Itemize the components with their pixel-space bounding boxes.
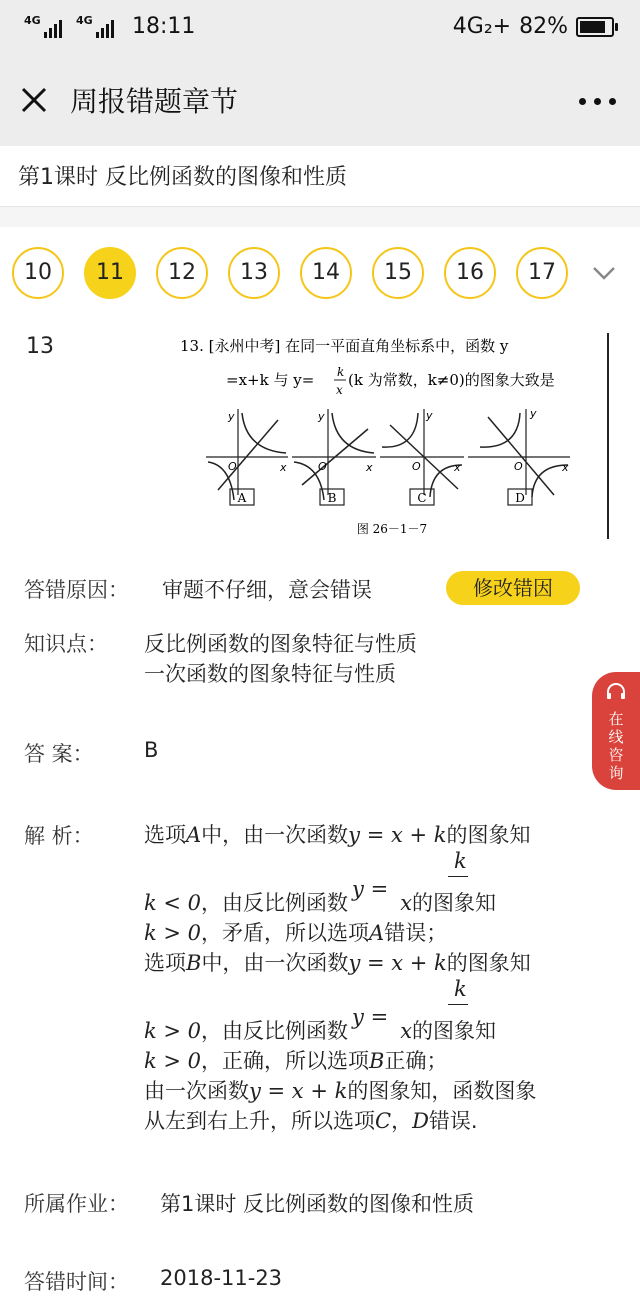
svg-text:O: O xyxy=(228,460,237,473)
analysis-label: 解 析： xyxy=(24,824,94,848)
analysis-text: ，由反比例函数 xyxy=(201,1019,349,1043)
clock: 18:11 xyxy=(132,14,196,39)
option-graph-d xyxy=(468,407,570,497)
svg-text:O: O xyxy=(318,460,327,473)
question-tab[interactable]: 17 xyxy=(516,247,568,299)
analysis-text: 由一次函数 xyxy=(144,1079,249,1103)
question-frac-den: x xyxy=(336,383,343,397)
figure-caption: 图 26－1－7 xyxy=(356,522,428,536)
question-text-line1: 13. [永州中考] 在同一平面直角坐标系中，函数 y xyxy=(180,337,509,355)
question-image xyxy=(168,325,616,545)
analysis-text: 的图象知 xyxy=(446,951,531,975)
option-label-d: D xyxy=(515,491,525,505)
sim1-label: 4G xyxy=(24,13,41,27)
question-number: 13 xyxy=(26,334,54,359)
svg-text:x: x xyxy=(454,461,461,474)
svg-text:y: y xyxy=(318,410,325,423)
analysis-math: B xyxy=(369,1049,385,1073)
edit-error-reason-button[interactable]: 修改错因 xyxy=(446,571,580,605)
analysis-text: 的图象知 xyxy=(412,891,497,915)
svg-text:y: y xyxy=(228,410,235,423)
option-graph-c xyxy=(380,409,464,497)
homework-value: 第1课时 反比例函数的图像和性质 xyxy=(160,1192,475,1216)
analysis-text: 选项 xyxy=(144,823,186,847)
analysis-frac2-den: x xyxy=(400,1019,413,1043)
online-consult-button[interactable] xyxy=(592,672,640,790)
headset-icon xyxy=(604,680,628,704)
knowledge-label: 知识点： xyxy=(24,632,108,656)
analysis-text: 错误； xyxy=(384,921,448,945)
svg-text:O: O xyxy=(412,460,421,473)
analysis-frac1-den: x xyxy=(400,891,413,915)
network-indicator: 4G₂+ xyxy=(452,14,512,39)
question-tab[interactable]: 12 xyxy=(156,247,208,299)
question-tab[interactable]: 10 xyxy=(12,247,64,299)
analysis-math: k > 0 xyxy=(144,921,202,945)
question-tab[interactable]: 15 xyxy=(372,247,424,299)
analysis-math: k > 0 xyxy=(144,1019,202,1043)
homework-label: 所属作业： xyxy=(24,1192,129,1216)
analysis-math: y = x + k xyxy=(348,951,447,975)
more-menu-icon[interactable] xyxy=(579,98,616,105)
answer-value: B xyxy=(144,738,159,762)
battery-icon xyxy=(576,17,614,37)
divider xyxy=(0,207,640,227)
analysis-math: A xyxy=(186,823,202,847)
analysis-math: y = x + k xyxy=(249,1079,348,1103)
nav-bar xyxy=(0,56,640,146)
close-icon[interactable] xyxy=(18,84,50,116)
question-tab[interactable]: 16 xyxy=(444,247,496,299)
analysis-text: 错误. xyxy=(428,1109,478,1133)
chapter-title: 第1课时 反比例函数的图像和性质 xyxy=(18,165,347,190)
analysis-text: 选项 xyxy=(144,951,186,975)
analysis-text: ， xyxy=(391,1109,413,1133)
analysis-text: 的图象知 xyxy=(412,1019,497,1043)
question-navigator xyxy=(0,227,640,319)
analysis-math: k < 0 xyxy=(144,891,202,915)
analysis-math: C xyxy=(375,1109,392,1133)
fraction-bar xyxy=(448,1004,468,1005)
analysis-text: 的图象知，函数图象 xyxy=(347,1079,537,1103)
page-title: 周报错题章节 xyxy=(70,85,239,118)
question-text-line2-suffix: (k 为常数，k≠0)的图象大致是 xyxy=(348,371,555,389)
analysis-text: 中，由一次函数 xyxy=(201,823,349,847)
status-bar xyxy=(0,0,640,56)
svg-text:O: O xyxy=(514,460,523,473)
knowledge-item: 一次函数的图象特征与性质 xyxy=(144,662,396,686)
analysis-text: ，正确，所以选项 xyxy=(201,1049,370,1073)
analysis-text: 的图象知 xyxy=(446,823,531,847)
question-tab[interactable]: 14 xyxy=(300,247,352,299)
analysis-math: y = xyxy=(352,1005,389,1029)
svg-text:x: x xyxy=(366,461,373,474)
analysis-frac2-num: k xyxy=(454,977,467,1001)
answer-label: 答 案： xyxy=(24,742,94,766)
analysis-text: ，矛盾，所以选项 xyxy=(201,921,370,945)
battery-percent: 82% xyxy=(519,14,568,39)
svg-text:y: y xyxy=(530,407,537,420)
option-graph-a xyxy=(206,409,288,500)
error-reason-value: 审题不仔细，意会错误 xyxy=(162,578,372,602)
svg-text:x: x xyxy=(280,461,287,474)
error-reason-label: 答错原因： xyxy=(24,578,129,602)
analysis-text: 正确； xyxy=(384,1049,448,1073)
svg-text:y: y xyxy=(426,409,433,422)
analysis-text: ，由反比例函数 xyxy=(201,891,349,915)
option-label-c: C xyxy=(417,491,427,505)
analysis-text: 中，由一次函数 xyxy=(201,951,349,975)
svg-text:x: x xyxy=(562,461,569,474)
signal-sim2-icon xyxy=(76,13,114,38)
analysis-math: A xyxy=(369,921,385,945)
analysis-text: 从左到右上升，所以选项 xyxy=(144,1109,375,1133)
question-text-line2-prefix: =x+k 与 y= xyxy=(226,371,315,389)
error-time-label: 答错时间： xyxy=(24,1270,129,1294)
signal-sim1-icon xyxy=(24,13,62,38)
question-frac-num: k xyxy=(337,365,345,379)
consult-label: 在线咨询 xyxy=(608,710,624,782)
analysis-math: y = xyxy=(352,877,389,901)
analysis-math: y = x + k xyxy=(348,823,447,847)
chapter-header xyxy=(0,146,640,207)
option-label-a: A xyxy=(237,491,247,505)
analysis-math: D xyxy=(412,1109,429,1133)
analysis-frac1-num: k xyxy=(454,849,467,873)
option-label-b: B xyxy=(327,491,337,505)
fraction-bar xyxy=(448,876,468,877)
sim2-label: 4G xyxy=(76,13,93,27)
option-graph-b xyxy=(292,409,376,500)
question-tab-active[interactable]: 11 xyxy=(84,247,136,299)
analysis-math: B xyxy=(186,951,202,975)
error-time-value: 2018-11-23 xyxy=(160,1266,283,1290)
analysis-math: k > 0 xyxy=(144,1049,202,1073)
chevron-down-icon[interactable] xyxy=(590,263,618,283)
knowledge-item: 反比例函数的图象特征与性质 xyxy=(144,632,417,656)
question-tab[interactable]: 13 xyxy=(228,247,280,299)
